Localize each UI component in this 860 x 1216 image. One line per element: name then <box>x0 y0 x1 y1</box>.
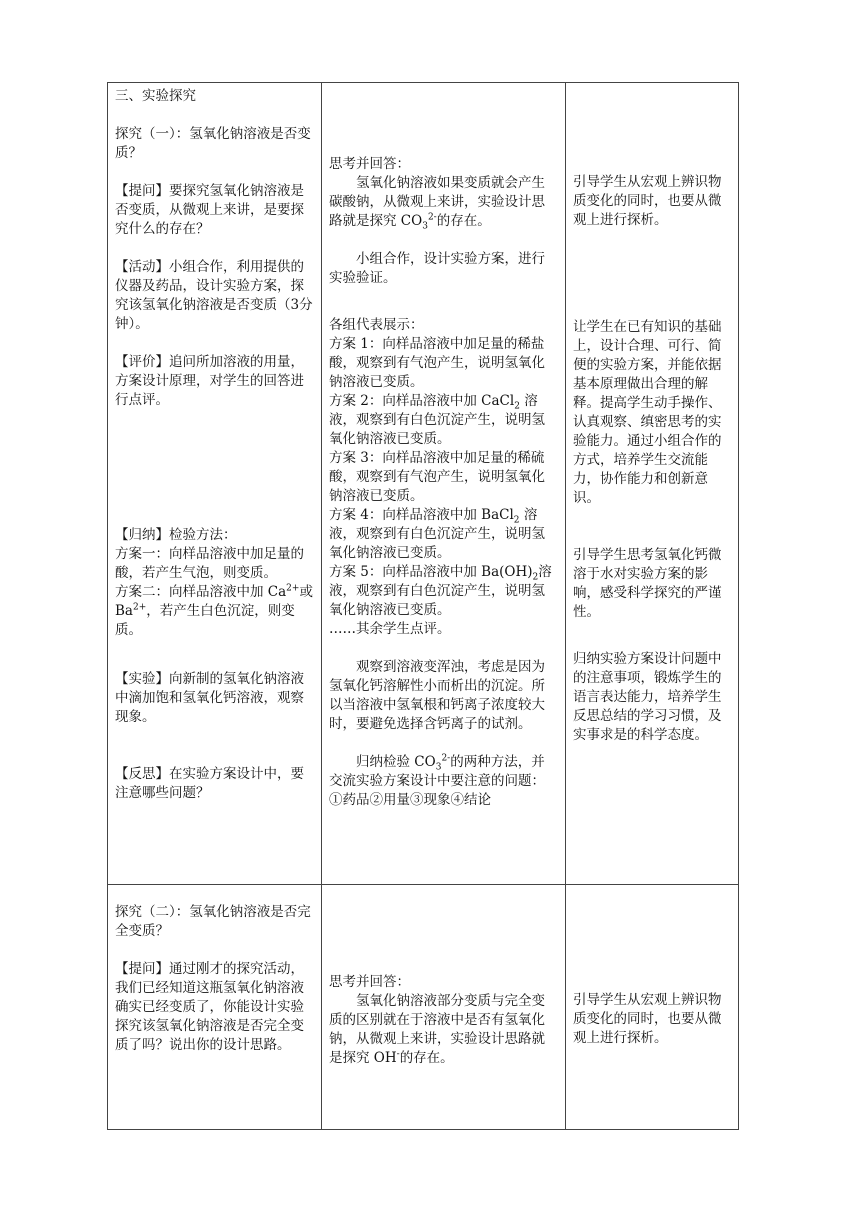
plan-three: 方案 3：向样品溶液中加足量的稀硫酸，观察到有气泡产生，说明氢氧化钠溶液已变质。 <box>329 450 545 504</box>
group-design-text: 小组合作，设计实验方案，进行实验验证。 <box>329 251 545 286</box>
summary-methods: 归纳检验 $CO_3^{2-}$的两种方法，并交流实验方案设计中要注意的问题：①药品②用量③现象④结论 <box>329 753 545 808</box>
design-intent-cell <box>566 83 739 885</box>
plan-five: 方案 5：向样品溶液中加 $Ba(OH)_2$溶液，观察到有白色沉淀产生，说明氢氧化钠溶液已变质。 <box>329 564 552 618</box>
intent-three: 引导学生思考氢氧化钙微溶于水对实验方案的影响，感受科学探究的严谨性。 <box>573 547 722 620</box>
method-two: 方案二：向样品溶液中加 $Ca^{2+}$或 $Ba^{2+}$，若产生白色沉淀，则变质。 <box>115 583 313 638</box>
section-title: 三、实验探究 <box>115 88 196 104</box>
plan-four: 方案 4：向样品溶液中加 BaCl$_2$ 溶液，观察到有白色沉淀产生，说明氢氧化钠溶液已变质。 <box>329 507 545 561</box>
table-row <box>108 885 739 1130</box>
think-answer: 氢氧化钠溶液如果变质就会产生碳酸钠，从微观上来讲，实验设计思路就是探究 $CO_3^{2-}$的存在。 <box>329 175 545 232</box>
teacher-activity-cell-2 <box>108 885 322 1130</box>
plan-one: 方案 1：向样品溶液中加足量的稀盐酸，观察到有气泡产生，说明氢氧化钠溶液已变质。 <box>329 336 545 390</box>
activity-text: 【活动】小组合作，利用提供的仪器及药品，设计实验方案，探究该氢氧化钠溶液是否变质（3分钟）。 <box>115 259 313 332</box>
think-heading-2: 思考并回答： <box>329 974 410 990</box>
evaluation-text: 【评价】追问所加溶液的用量，方案设计原理，对学生的回答进行点评。 <box>115 354 304 408</box>
student-activity-cell <box>322 83 566 885</box>
question-text: 【提问】要探究氢氧化钠溶液是否变质，从微观上来讲，是要探究什么的存在？ <box>115 183 304 237</box>
summary-heading: 【归纳】检验方法： <box>115 527 237 543</box>
intent-one: 引导学生从宏观上辨识物质变化的同时，也要从微观上进行探析。 <box>573 174 722 228</box>
intent-two: 让学生在已有知识的基础上，设计合理、可行、简便的实验方案，并能依据基本原理做出合理的解释。提高学生动手操作、认真观察、缜密思考的实验能力。通过小组合作的方式，培养学生交流能力，协作能力和创新意识。 <box>573 319 722 506</box>
table-row <box>108 83 739 885</box>
experiment-text: 【实验】向新制的氢氧化钠溶液中滴加饱和氢氧化钙溶液，观察现象。 <box>115 671 304 725</box>
think-answer-2: 氢氧化钠溶液部分变质与完全变质的区别就在于溶液中是否有氢氧化钠，从微观上来讲，实验设计思路就是探究 OH-的存在。 <box>329 993 545 1066</box>
lesson-table <box>107 82 739 1130</box>
inquiry-two-title: 探究（二）：氢氧化钠溶液是否完全变质？ <box>115 904 311 939</box>
plan-two: 方案 2：向样品溶液中加 CaCl$_2$ 溶液，观察到有白色沉淀产生，说明氢氧化钠溶液已变质。 <box>329 393 545 447</box>
think-heading: 思考并回答： <box>329 156 410 172</box>
method-one: 方案一：向样品溶液中加足量的酸，若产生气泡，则变质。 <box>115 546 304 581</box>
intent-four: 归纳实验方案设计问题中的注意事项，锻炼学生的语言表达能力，培养学生反思总结的学习习惯，及实事求是的科学态度。 <box>573 651 722 743</box>
others-comment: ……其余学生点评。 <box>329 621 451 637</box>
show-heading: 各组代表展示： <box>329 317 424 333</box>
question-two-text: 【提问】通过刚才的探究活动，我们已经知道这瓶氢氧化钠溶液确实已经变质了，你能设计实验探究该氢氧化钠溶液是否完全变质了吗？说出你的设计思路。 <box>115 961 304 1053</box>
turbid-observation: 观察到溶液变浑浊，考虑是因为氢氧化钙溶解性小而析出的沉淀。所以当溶液中氢氧根和钙离子浓度较大时，要避免选择含钙离子的试剂。 <box>329 659 545 732</box>
teacher-activity-cell <box>108 83 322 885</box>
intent-row-two: 引导学生从宏观上辨识物质变化的同时，也要从微观上进行探析。 <box>573 992 722 1046</box>
inquiry-one-title: 探究（一）：氢氧化钠溶液是否变质？ <box>115 126 311 161</box>
reflection-text: 【反思】在实验方案设计中，要注意哪些问题？ <box>115 766 304 801</box>
student-activity-cell-2 <box>322 885 566 1130</box>
design-intent-cell-2 <box>566 885 739 1130</box>
